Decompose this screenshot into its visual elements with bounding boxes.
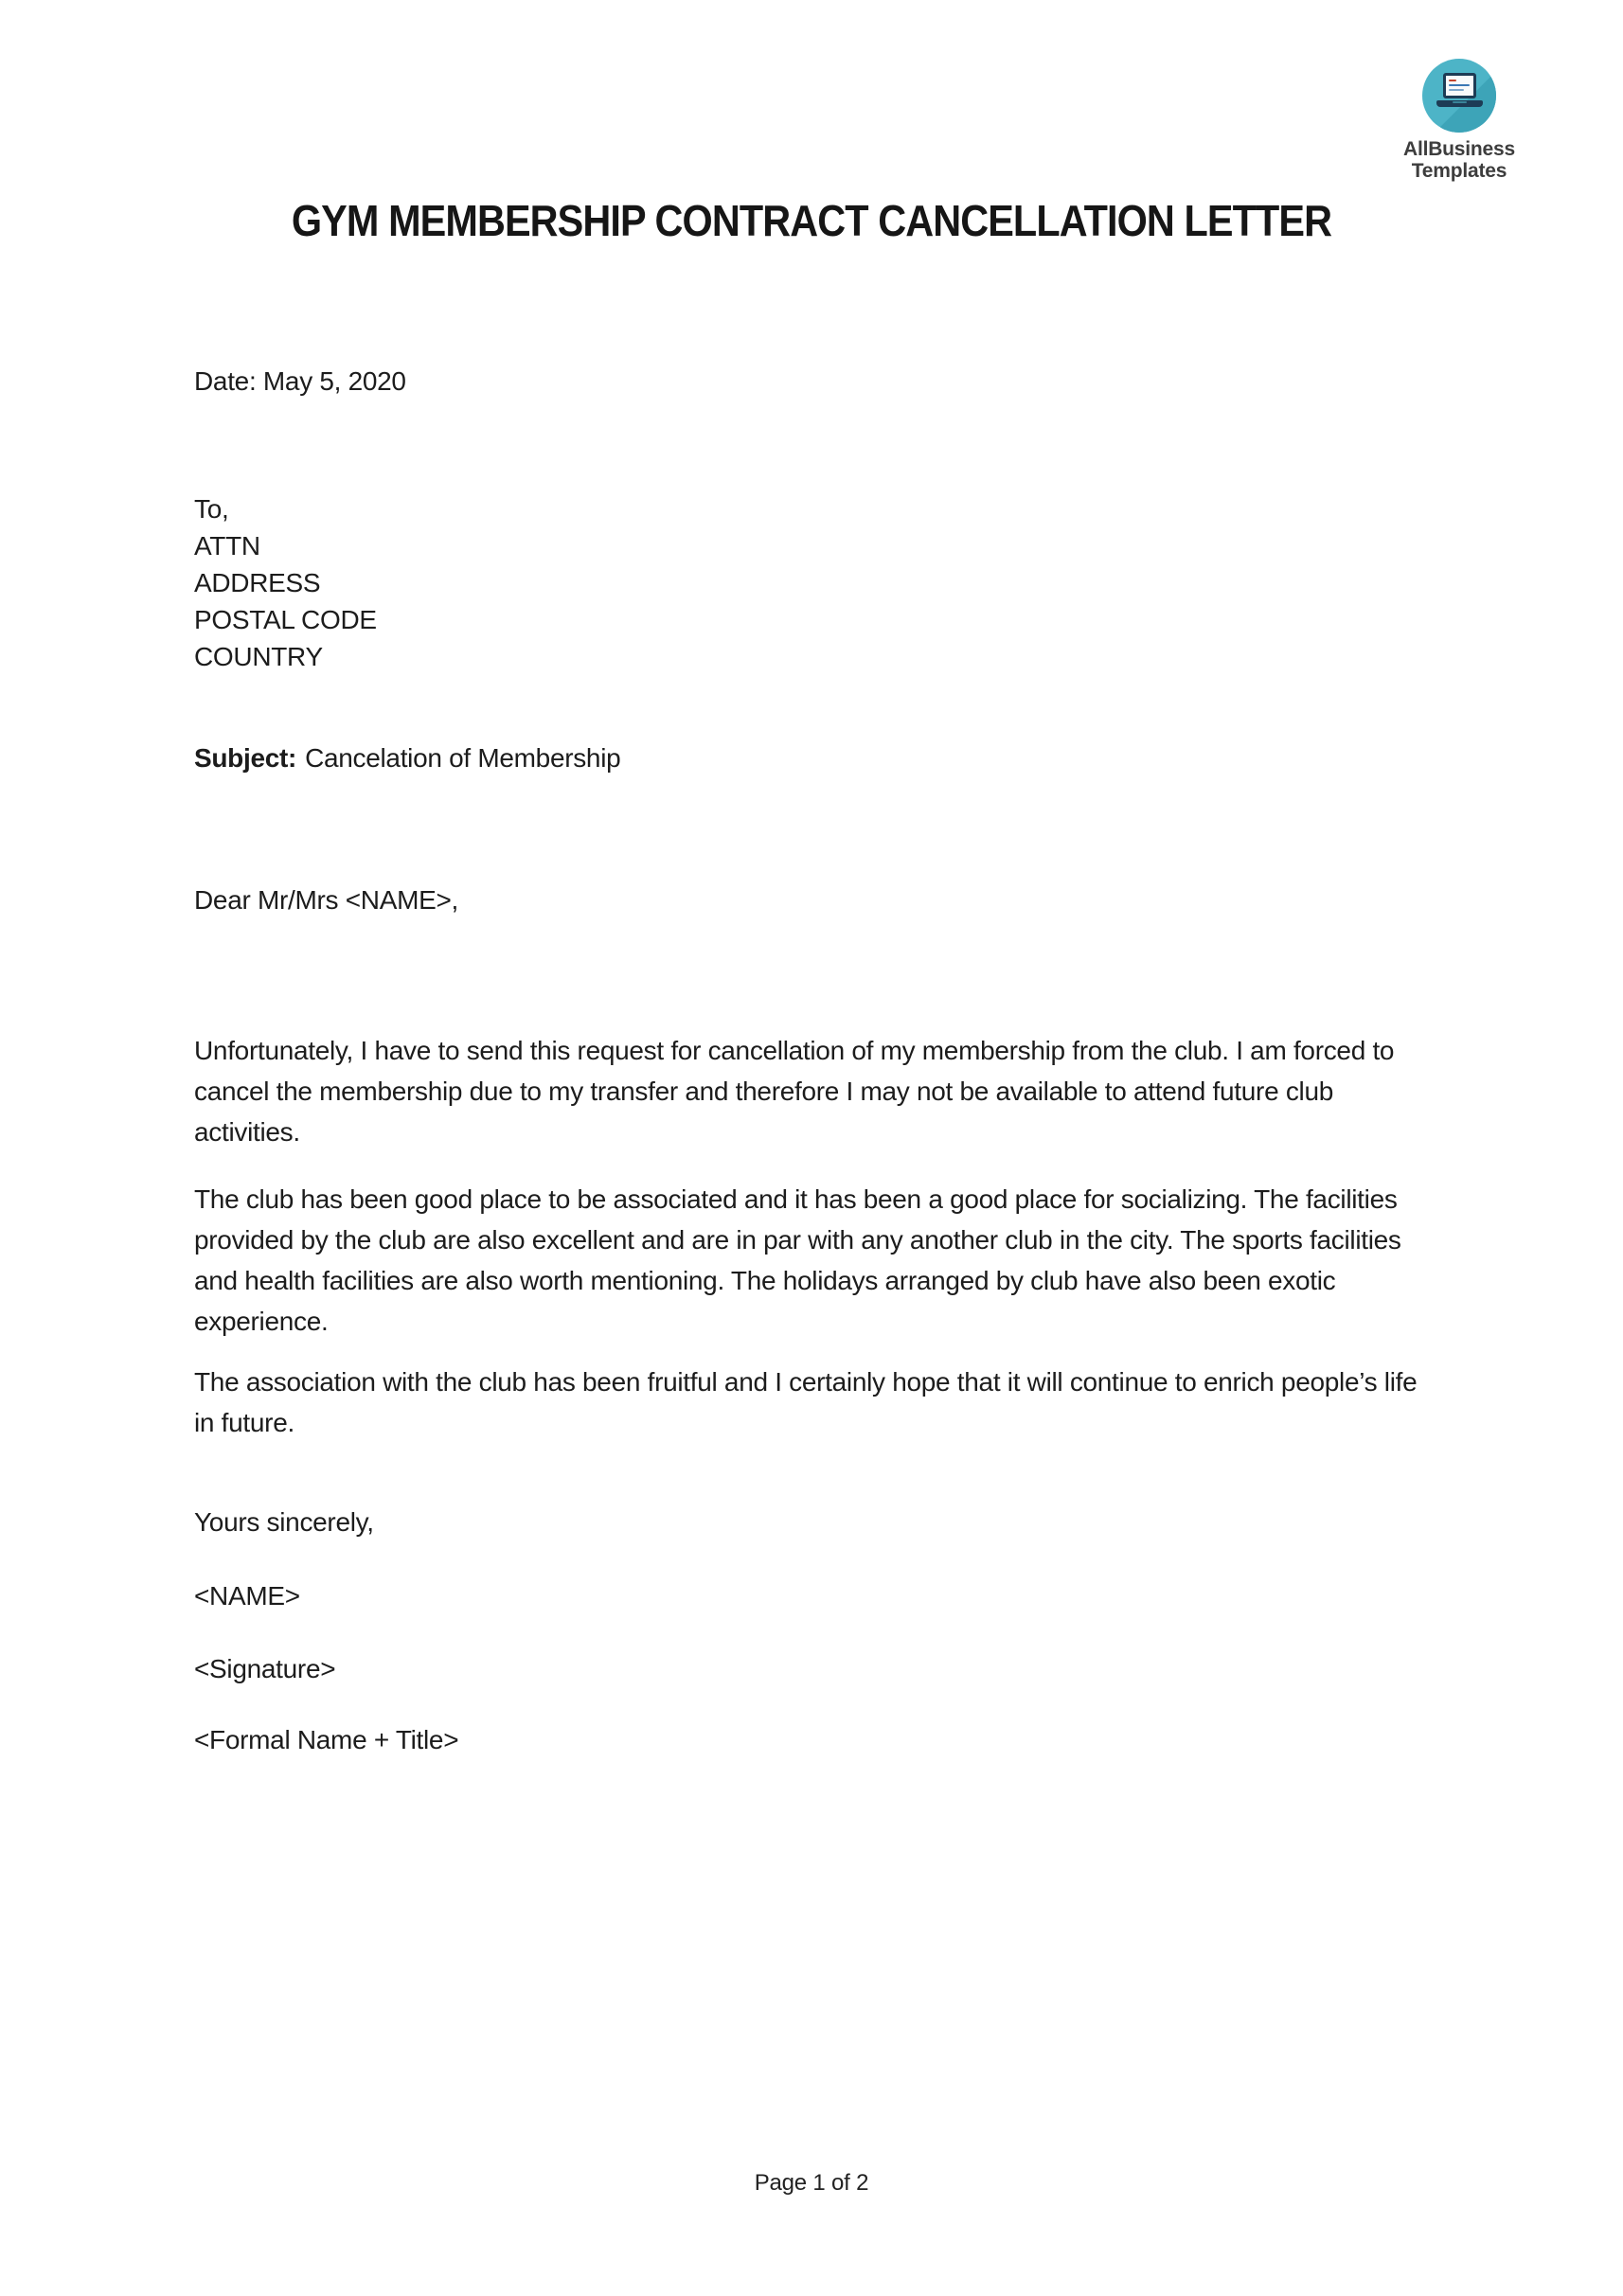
laptop-screen-shape	[1443, 73, 1476, 98]
body-paragraph: The club has been good place to be associated and it has been a good place for socializing. The facilities provided by the club are also excellent and are in par with any another club in the city. The sports facilities and health facilities are also worth mentioning. The holidays arranged by club have also been exotic experience.	[194, 1184, 1401, 1336]
laptop-base-shape	[1436, 100, 1483, 107]
subject-line	[194, 743, 620, 774]
salutation: Dear Mr/Mrs <NAME>,	[194, 885, 459, 915]
signature-name-placeholder: <NAME>	[194, 1581, 300, 1611]
subject-text: Cancelation of Membership	[305, 743, 621, 773]
brand-logo	[1398, 59, 1521, 182]
page-number: Page 1 of 2	[754, 2170, 869, 2196]
body-paragraph: The association with the club has been fruitful and I certainly hope that it will continue to enrich people’s life in future.	[194, 1367, 1418, 1437]
recipient-block	[194, 490, 377, 675]
screen-detail-line	[1449, 80, 1456, 81]
brand-name	[1398, 138, 1521, 182]
recipient-line: To,	[194, 494, 229, 524]
signature-placeholder: <Signature>	[194, 1654, 336, 1683]
screen-detail-line	[1449, 84, 1470, 86]
recipient-line: POSTAL CODE	[194, 605, 377, 634]
recipient-line: COUNTRY	[194, 642, 323, 671]
laptop-icon	[1422, 59, 1496, 133]
recipient-line: ADDRESS	[194, 568, 321, 597]
screen-detail-line	[1449, 89, 1464, 91]
signature-formal-name-placeholder: <Formal Name + Title>	[194, 1725, 459, 1754]
letter-title: GYM MEMBERSHIP CONTRACT CANCELLATION LETTER	[291, 196, 1332, 245]
closing-line: Yours sincerely,	[194, 1507, 374, 1537]
date-line: Date: May 5, 2020	[194, 366, 406, 396]
brand-name-line2: Templates	[1411, 160, 1507, 182]
subject-label: Subject:	[194, 743, 297, 773]
recipient-line: ATTN	[194, 531, 260, 561]
body-paragraph: Unfortunately, I have to send this request for cancellation of my membership from the club. I am forced to cancel the membership due to my transfer and therefore I may not be available to attend future club activities.	[194, 1036, 1395, 1147]
brand-name-line1: AllBusiness	[1402, 138, 1515, 160]
